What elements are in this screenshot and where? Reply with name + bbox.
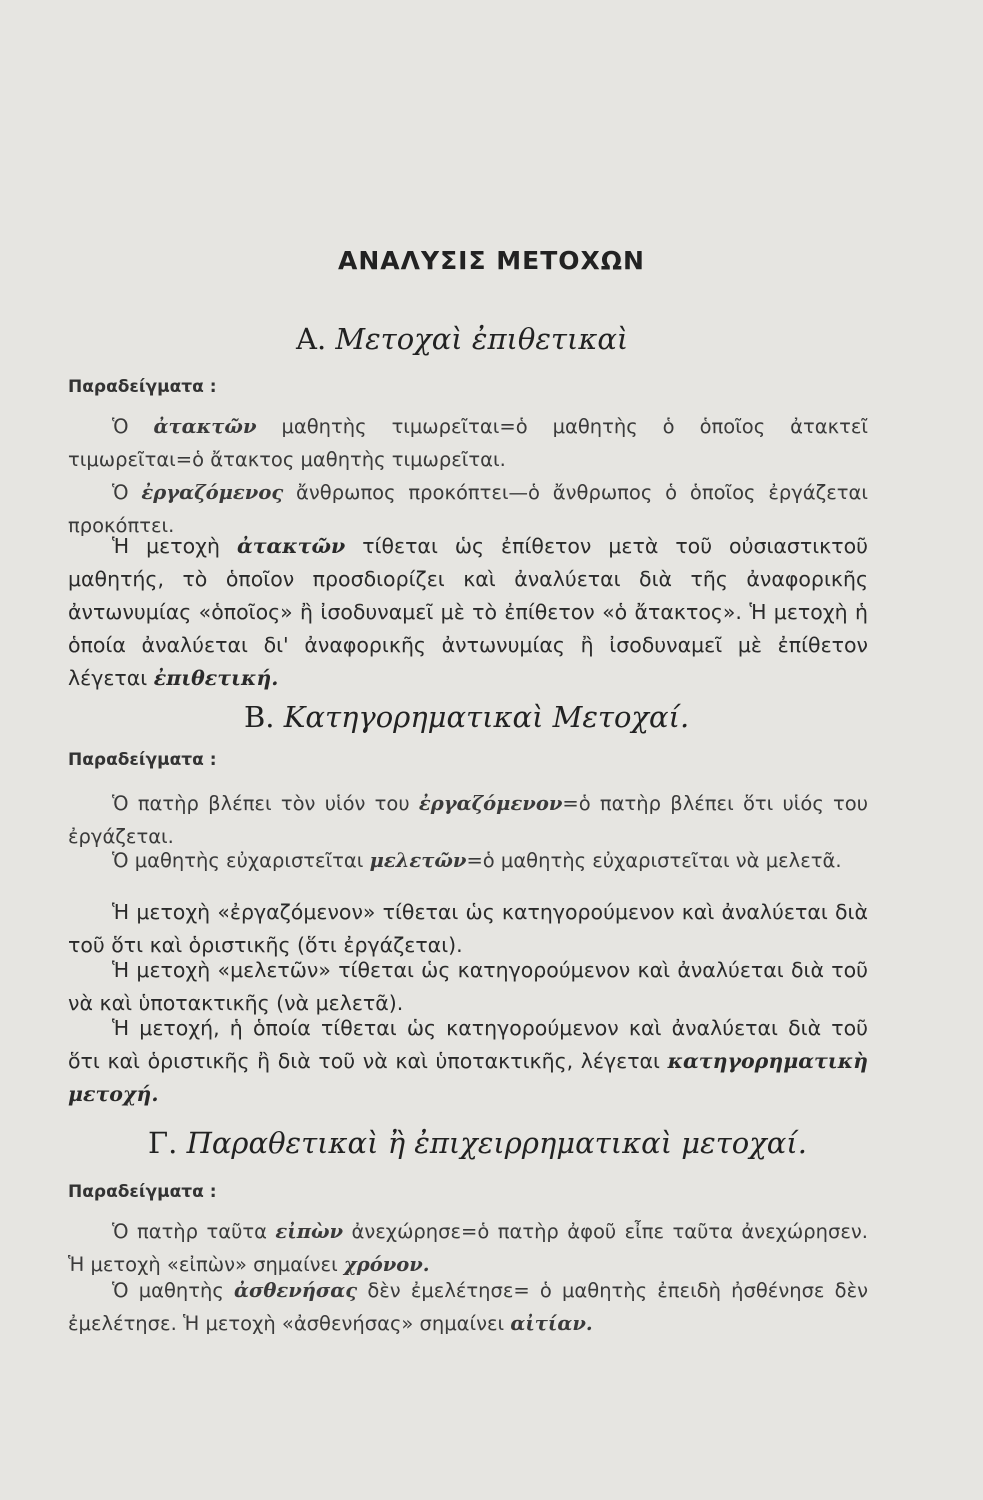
section-b-explanation-1: Ἡ μετοχὴ «ἐργαζόμενον» τίθεται ὡς κατηγορούμενον καὶ ἀναλύεται διὰ τοῦ ὅτι καὶ ὁριστικῆς (ὅτι ἐργάζεται). (68, 900, 868, 957)
participle-word: ἀσθενήσας (233, 1279, 358, 1302)
section-a-explanation: Ἡ μετοχὴ ἀτακτῶν τίθεται ὡς ἐπίθετον μετὰ τοῦ οὐσιαστικτοῦ μαθητής, τὸ ὁποῖον προσδιορίζει καὶ ἀναλύεται διὰ τῆς ἀναφορικῆς ἀντωνυμίας «ὁποῖος» ἢ ἰσοδυναμεῖ μὲ τὸ ἐπίθετον «ὁ ἄτακτος». Ἡ μετοχὴ ἡ ὁποία ἀναλύεται δι' ἀναφορικῆς ἀντωνυμίας ἢ ἰσοδυναμεῖ μὲ ἐπίθετον λέγεται ἐπιθετική. (68, 534, 868, 690)
participle-word: ἀτακτῶν (236, 534, 346, 558)
section-b-example-2: Ὁ μαθητὴς εὐχαριστεῖται μελετῶν=ὁ μαθητὴς εὐχαριστεῖται νὰ μελετᾶ. (112, 849, 842, 872)
section-b-example-1: Ὁ πατὴρ βλέπει τὸν υἱόν του ἐργαζόμενον=ὁ πατὴρ βλέπει ὅτι υἱός του ἐργάζεται. (68, 792, 868, 848)
section-b-explanation-2: Ἡ μετοχὴ «μελετῶν» τίθεται ὡς κατηγορούμενον καὶ ἀναλύεται διὰ τοῦ νὰ καὶ ὑποτακτικῆς (νὰ μελετᾶ). (68, 958, 868, 1015)
participle-word: μελετῶν (369, 849, 467, 872)
section-b-letter: Β. (244, 700, 275, 734)
section-a-example-1: Ὁ ἀτακτῶν μαθητὴς τιμωρεῖται=ὁ μαθητὴς ὁ ὁποῖος ἀτακτεῖ τιμωρεῖται=ὁ ἄτακτος μαθητὴς τιμωρεῖται. (68, 415, 868, 471)
term-word: κατηγορηματικὴ μετοχή. (68, 1049, 868, 1106)
participle-word: ἀτακτῶν (153, 415, 257, 438)
section-a-examples-label: Παραδείγματα : (68, 377, 217, 397)
section-c-heading (148, 1126, 807, 1160)
participle-word: ἐργαζόμενος (141, 481, 284, 504)
section-b-explanation-3: Ἡ μετοχή, ἡ ὁποία τίθεται ὡς κατηγορούμενον καὶ ἀναλύεται διὰ τοῦ ὅτι καὶ ὁριστικῆς ἢ διὰ τοῦ νὰ καὶ ὑποτακτικῆς, λέγεται κατηγορηματικὴ μετοχή. (68, 1016, 868, 1106)
participle-word: εἰπὼν (275, 1220, 344, 1243)
section-c-letter: Γ. (148, 1126, 178, 1160)
section-a-title: Μετοχαὶ ἐπιθετικαὶ (335, 322, 629, 356)
section-b-heading (244, 700, 689, 734)
term-word: ἐπιθετική. (153, 666, 279, 690)
section-c-title: Παραθετικαὶ ἢ ἐπιχειρρηματικαὶ μετοχαί. (186, 1126, 807, 1160)
section-a-heading (296, 322, 628, 356)
participle-word: ἐργαζόμενον (418, 792, 563, 815)
section-c-examples-label: Παραδείγματα : (68, 1182, 217, 1202)
term-word: χρόνον. (343, 1253, 430, 1276)
page-title: ΑΝΑΛΥΣΙΣ ΜΕΤΟΧΩΝ (338, 246, 645, 275)
section-c-example-1: Ὁ πατὴρ ταῦτα εἰπὼν ἀνεχώρησε=ὁ πατὴρ ἀφοῦ εἶπε ταῦτα ἀνεχώρησεν. Ἡ μετοχὴ «εἰπὼν» σημαίνει χρόνον. (68, 1220, 868, 1276)
term-word: αἰτίαν. (510, 1312, 593, 1335)
section-b-examples-label: Παραδείγματα : (68, 750, 217, 770)
section-b-title: Κατηγορηματικαὶ Μετοχαί. (283, 700, 690, 734)
section-c-example-2: Ὁ μαθητὴς ἀσθενήσας δὲν ἐμελέτησε= ὁ μαθητὴς ἐπειδὴ ἠσθένησε δὲν ἐμελέτησε. Ἡ μετοχὴ «ἀσθενήσας» σημαίνει αἰτίαν. (68, 1279, 868, 1335)
section-a-letter: Α. (296, 322, 327, 356)
section-a-example-2: Ὁ ἐργαζόμενος ἄνθρωπος προκόπτει—ὁ ἄνθρωπος ὁ ὁποῖος ἐργάζεται προκόπτει. (68, 481, 868, 537)
